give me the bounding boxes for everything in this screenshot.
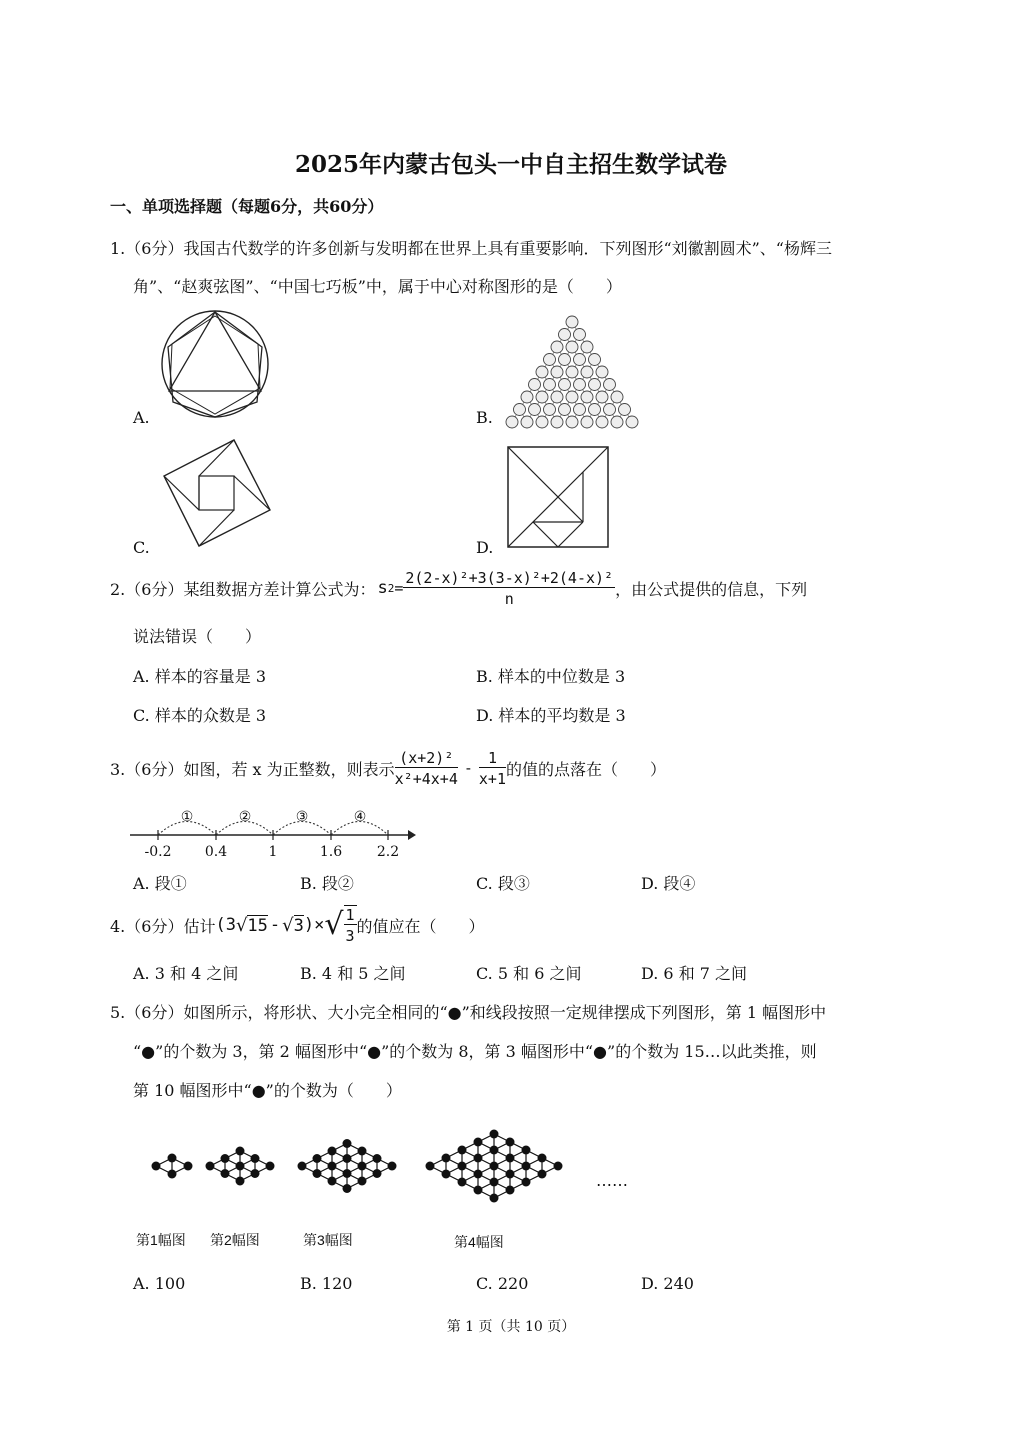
q4-option-c[interactable]: C. 5 和 6 之间 — [476, 964, 582, 983]
triangle-cell — [589, 354, 601, 366]
pattern-dot — [184, 1162, 193, 1171]
pattern-dot — [458, 1162, 467, 1171]
figure-zhaoshuang-chord — [162, 438, 274, 550]
q5-option-d[interactable]: D. 240 — [641, 1274, 694, 1293]
triangle-cell — [611, 391, 623, 403]
triangle-cell — [596, 416, 608, 428]
triangle-cell — [544, 404, 556, 416]
pattern-dot — [538, 1170, 547, 1179]
section-heading: 一、单项选择题（每题6分，共60分） — [110, 197, 384, 216]
q5-option-a[interactable]: A. 100 — [133, 1274, 186, 1293]
pattern-dot — [251, 1154, 260, 1163]
pattern-dot — [298, 1162, 307, 1171]
q3-option-d[interactable]: D. 段④ — [641, 874, 696, 893]
q2-formula-lhs: s — [377, 578, 388, 598]
q2-formula-eq: = — [394, 579, 404, 597]
q5-text-line3: 第 10 幅图形中“●”的个数为（ ） — [133, 1081, 402, 1100]
triangle-cell — [559, 379, 571, 391]
pattern-dot — [490, 1194, 499, 1203]
segment-label-3: ③ — [295, 809, 309, 825]
tick-label: 1 — [268, 844, 278, 860]
pattern-caption-1: 第1幅图 — [136, 1232, 186, 1248]
pattern-dot — [152, 1162, 161, 1171]
pattern-dot — [388, 1162, 397, 1171]
q3-option-b[interactable]: B. 段② — [300, 874, 354, 893]
tick-label: 0.4 — [204, 844, 228, 860]
pattern-dot — [474, 1138, 483, 1147]
q3-fraction-1-denominator: x²+4x+4 — [394, 769, 458, 788]
q4-expr-close: )× — [303, 915, 325, 935]
q2-option-c[interactable]: C. 样本的众数是 3 — [133, 706, 267, 725]
triangle-cell — [559, 329, 571, 341]
triangle-cell — [566, 341, 578, 353]
q4-option-a[interactable]: A. 3 和 4 之间 — [133, 964, 239, 983]
q4-option-d[interactable]: D. 6 和 7 之间 — [641, 964, 748, 983]
triangle-cell — [574, 379, 586, 391]
pattern-dot — [458, 1146, 467, 1155]
page-footer: 第 1 页（共 10 页） — [446, 1319, 576, 1335]
q1-text-line1: 1.（6分）我国古代数学的许多创新与发明都在世界上具有重要影响．下列图形“刘徽割圆术”、“杨辉三 — [110, 239, 832, 258]
q1-option-b[interactable]: B. — [476, 408, 493, 427]
tick-label: -0.2 — [144, 844, 172, 860]
triangle-cell — [551, 366, 563, 378]
q3-minus-sign: - — [463, 759, 473, 777]
triangle-cell — [521, 416, 533, 428]
q2-stem-line2: 说法错误（ ） — [133, 627, 262, 646]
triangle-cell — [581, 391, 593, 403]
triangle-cell — [544, 379, 556, 391]
q2-option-d[interactable]: D. 样本的平均数是 3 — [476, 706, 626, 725]
q3-fraction-1-numerator: (x+2)² — [395, 749, 458, 768]
pattern-dot — [358, 1162, 367, 1171]
pattern-dot — [251, 1169, 260, 1178]
triangle-cell — [559, 354, 571, 366]
figure-yanghui-triangle — [505, 314, 640, 424]
triangle-cell — [566, 391, 578, 403]
triangle-cell — [589, 404, 601, 416]
pattern-dot — [236, 1177, 245, 1186]
triangle-cell — [529, 404, 541, 416]
q2-prefix: 2.（6分）某组数据方差计算公式为： — [110, 579, 376, 599]
q4-stem — [110, 902, 485, 948]
q2-fraction-denominator: n — [504, 589, 514, 608]
triangle-cell — [619, 404, 631, 416]
triangle-cell — [596, 391, 608, 403]
q4-option-b[interactable]: B. 4 和 5 之间 — [300, 964, 406, 983]
pattern-caption-3: 第3幅图 — [303, 1232, 353, 1248]
q4-prefix: 4.（6分）估计 — [110, 916, 216, 936]
triangle-cell — [581, 341, 593, 353]
triangle-cell — [566, 316, 578, 328]
tick-label: 2.2 — [376, 844, 400, 860]
pattern-dot — [343, 1139, 352, 1148]
pattern-dot — [490, 1162, 499, 1171]
pattern-dot — [168, 1170, 177, 1179]
pattern-caption-4: 第4幅图 — [454, 1234, 504, 1250]
pattern-dot — [313, 1154, 322, 1163]
q5-text-line2: “●”的个数为 3，第 2 幅图形中“●”的个数为 8，第 3 幅图形中“●”的个数为 15…以此类推，则 — [133, 1042, 817, 1061]
triangle-cell — [604, 404, 616, 416]
pattern-dot — [266, 1162, 275, 1171]
q3-suffix: 的值的点落在（ ） — [506, 759, 667, 779]
triangle-cell — [506, 416, 518, 428]
q3-number-line — [130, 804, 415, 862]
triangle-cell — [581, 416, 593, 428]
q2-formula-lhs-exp: 2 — [387, 581, 395, 595]
triangle-cell — [536, 366, 548, 378]
pattern-dot — [358, 1147, 367, 1156]
tick-label: 1.6 — [319, 844, 343, 860]
triangle-cell — [574, 329, 586, 341]
q4-expr-open: (3 — [215, 915, 236, 935]
q3-fraction-2 — [479, 749, 506, 788]
triangle-cell — [611, 416, 623, 428]
pattern-dot — [206, 1162, 215, 1171]
pattern-dot — [490, 1178, 499, 1187]
pattern-dot — [373, 1154, 382, 1163]
q3-prefix: 3.（6分）如图，若 x 为正整数，则表示 — [110, 759, 395, 779]
pattern-dot — [236, 1162, 245, 1171]
pattern-dot — [506, 1170, 515, 1179]
q5-option-b[interactable]: B. 120 — [300, 1274, 353, 1293]
triangle-cell — [536, 416, 548, 428]
pattern-dot — [506, 1138, 515, 1147]
pattern-dot — [442, 1154, 451, 1163]
triangle-cell — [536, 391, 548, 403]
segment-label-2: ② — [238, 809, 252, 825]
triangle-cell — [566, 416, 578, 428]
triangle-cell — [551, 416, 563, 428]
q4-fraction-numerator: 1 — [345, 906, 355, 924]
pattern-dot — [442, 1170, 451, 1179]
q2-fraction-numerator: 2(2-x)²+3(3-x)²+2(4-x)² — [405, 568, 614, 587]
sqrt-symbol-icon: √ — [235, 914, 248, 936]
pattern-dot — [474, 1186, 483, 1195]
triangle-cell — [566, 366, 578, 378]
page-title: 2025年内蒙古包头一中自主招生数学试卷 — [294, 151, 727, 178]
q2-stem-line1 — [110, 566, 807, 610]
triangle-cell — [589, 379, 601, 391]
pattern-dot — [328, 1177, 337, 1186]
pattern-dot — [522, 1146, 531, 1155]
q4-expr-minus: - — [269, 915, 281, 935]
triangle-cell — [574, 404, 586, 416]
segment-label-1: ① — [180, 809, 194, 825]
q3-fraction-2-denominator: x+1 — [478, 769, 506, 788]
pattern-dot — [328, 1147, 337, 1156]
q5-dot-patterns — [134, 1118, 634, 1220]
q4-radicand-fraction — [344, 905, 357, 945]
triangle-cell — [626, 416, 638, 428]
triangle-cell — [559, 404, 571, 416]
pattern-dot — [522, 1178, 531, 1187]
segment-label-4: ④ — [353, 809, 367, 825]
q2-option-a[interactable]: A. 样本的容量是 3 — [133, 667, 266, 686]
triangle-cell — [604, 379, 616, 391]
q4-fraction-denominator: 3 — [345, 927, 355, 945]
q5-text-line1: 5.（6分）如图所示，将形状、大小完全相同的“●”和线段按照一定规律摆成下列图形，第 1 幅图形中 — [110, 1003, 827, 1022]
pattern-dot — [522, 1162, 531, 1171]
pattern-dot — [506, 1154, 515, 1163]
triangle-cell — [551, 341, 563, 353]
triangle-cell — [551, 391, 563, 403]
q1-option-c[interactable]: C. — [133, 538, 150, 557]
q2-suffix: ，由公式提供的信息，下列 — [615, 579, 808, 599]
pattern-dot — [328, 1162, 337, 1171]
sqrt-symbol-icon: √ — [324, 907, 344, 942]
pattern-dot — [168, 1154, 177, 1163]
pattern-ellipsis: …… — [596, 1171, 628, 1190]
q3-option-c[interactable]: C. 段③ — [476, 874, 530, 893]
q2-option-b[interactable]: B. 样本的中位数是 3 — [476, 667, 626, 686]
triangle-cell — [574, 354, 586, 366]
pattern-dot — [506, 1186, 515, 1195]
q3-fraction-2-numerator: 1 — [479, 749, 506, 768]
triangle-cell — [514, 404, 526, 416]
pattern-dot — [343, 1154, 352, 1163]
pattern-dot — [474, 1154, 483, 1163]
triangle-cell — [544, 354, 556, 366]
q3-fraction-1 — [395, 749, 458, 788]
figure-liuhui-circle — [160, 310, 280, 420]
sqrt-symbol-icon: √ — [282, 914, 294, 936]
q5-option-c[interactable]: C. 220 — [476, 1274, 529, 1293]
q1-option-a[interactable]: A. — [133, 408, 150, 427]
pattern-dot — [236, 1147, 245, 1156]
triangle-cell — [529, 379, 541, 391]
triangle-cell — [521, 391, 533, 403]
q1-text-line2: 角”、“赵爽弦图”、“中国七巧板”中，属于中心对称图形的是（ ） — [133, 277, 622, 296]
pattern-dot — [490, 1146, 499, 1155]
q1-option-d[interactable]: D. — [476, 538, 494, 557]
pattern-dot — [313, 1169, 322, 1178]
pattern-dot — [474, 1170, 483, 1179]
triangle-cell — [581, 366, 593, 378]
triangle-cell — [596, 366, 608, 378]
pattern-dot — [373, 1169, 382, 1178]
pattern-dot — [343, 1184, 352, 1193]
figure-tangram — [507, 446, 609, 550]
pattern-dot — [343, 1169, 352, 1178]
pattern-dot — [426, 1162, 435, 1171]
pattern-caption-2: 第2幅图 — [210, 1232, 260, 1248]
q3-stem — [110, 744, 666, 792]
q2-variance-fraction — [403, 569, 615, 608]
pattern-dot — [458, 1178, 467, 1187]
q4-radicand-2: 3 — [293, 915, 304, 936]
q4-radicand-1: 15 — [247, 915, 268, 936]
q4-suffix: 的值应在（ ） — [356, 916, 485, 936]
pattern-dot — [221, 1169, 230, 1178]
pattern-dot — [538, 1154, 547, 1163]
pattern-dot — [358, 1177, 367, 1186]
pattern-dot — [221, 1154, 230, 1163]
pattern-dot — [490, 1130, 499, 1139]
q3-option-a[interactable]: A. 段① — [133, 874, 187, 893]
pattern-dot — [554, 1162, 563, 1171]
